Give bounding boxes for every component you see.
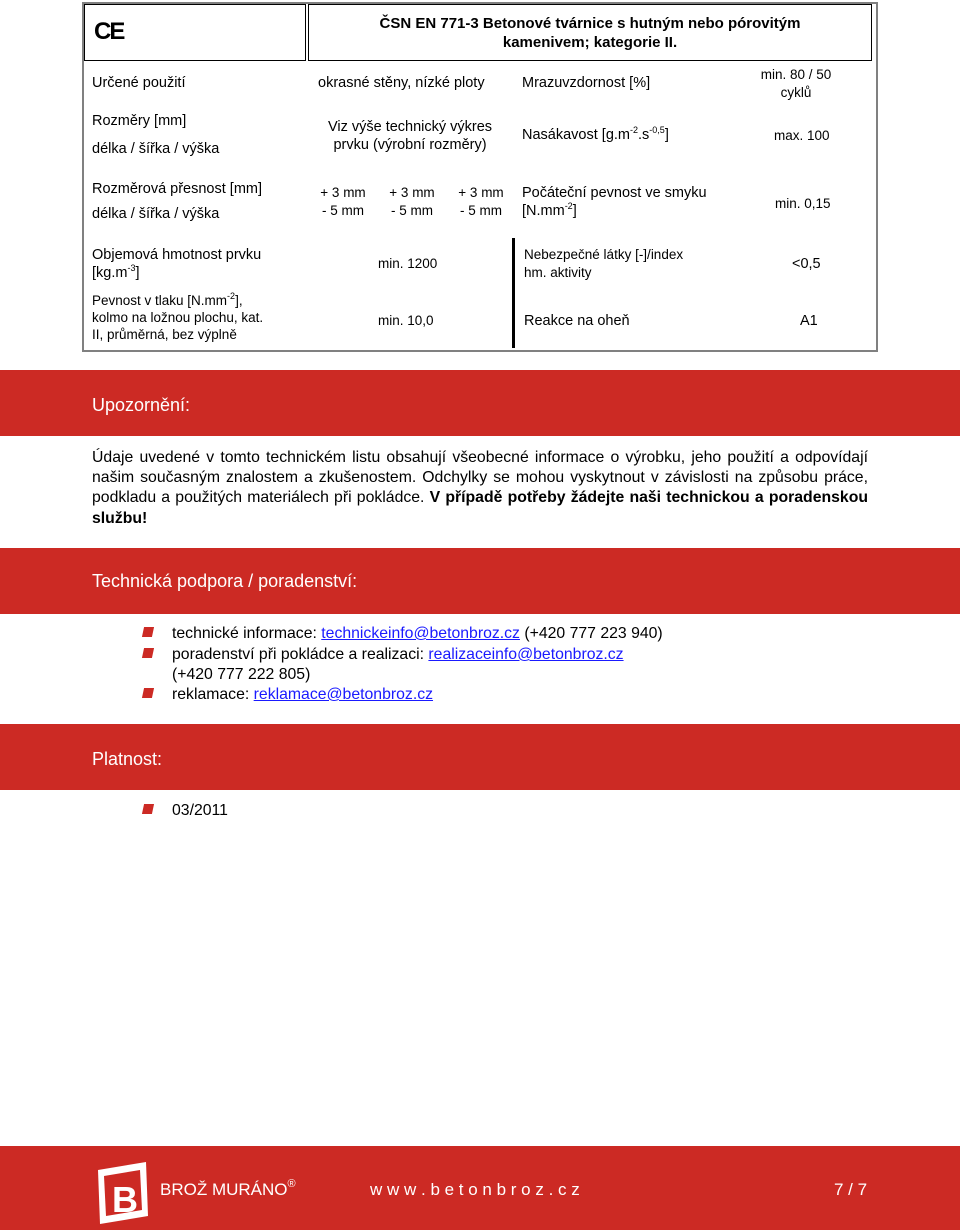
page-number: 7 / 7 xyxy=(834,1180,868,1199)
validity-header-band xyxy=(0,724,960,790)
dimension-accuracy-label: Rozměrová přesnost [mm] délka / šířka / výška xyxy=(92,181,263,222)
ce-mark-icon: CE xyxy=(94,18,124,45)
notice-title: Upozornění: xyxy=(92,395,191,415)
complaints-email-link[interactable]: reklamace@betonbroz.cz xyxy=(253,686,434,703)
density-label: Objemová hmotnost prvku $[kg.m^{-3}]$ xyxy=(92,247,262,281)
validity-title: Platnost: xyxy=(92,749,163,769)
frost-resistance-label: Mrazuvzdornost [%] xyxy=(522,75,651,91)
intended-use-value: okrasné stěny, nízké ploty xyxy=(318,75,485,91)
support-item-installation-phone: (+420 777 222 805) xyxy=(172,666,311,683)
notice-text-bold: V případě potřeby žádejte naši technickou a poradenskou službu! xyxy=(92,489,869,527)
fire-reaction-value: A1 xyxy=(800,313,818,329)
compressive-strength-label: Pevnost v tlaku $[N.mm^{-2}]$, kolmo na ložnou plochu, kat. II, průměrná, bez výplně xyxy=(92,291,264,342)
support-header-band xyxy=(0,548,960,614)
frost-resistance-value: min. 80 / 50 cyklů xyxy=(760,67,832,100)
support-item-installation: poradenství při pokládce a realizaci: realizaceinfo@betonbroz.cz xyxy=(172,646,624,663)
tolerance-height: + 3 mm - 5 mm xyxy=(458,185,504,218)
dimensions-value: Viz výše technický výkres prvku (výrobní rozměry) xyxy=(327,119,493,153)
absorption-label: Nasákavost $[g.m^{-2}.s^{-0,5}]$ xyxy=(522,125,669,143)
absorption-value: max. 100 xyxy=(774,128,830,143)
shear-strength-label: Počáteční pevnost ve smyku $[N.mm^{-2}]$ xyxy=(522,185,707,219)
bullet-icon xyxy=(142,804,154,814)
document-title: ČSN EN 771-3 Betonové tvárnice s hutným nebo pórovitým kamenivem; kategorie II. xyxy=(308,4,872,61)
technical-email-link[interactable]: technickeinfo@betonbroz.cz xyxy=(321,625,520,642)
dimensions-label: Rozměry [mm] délka / šířka / výška xyxy=(92,113,220,157)
hazardous-substances-label: Nebezpečné látky [-]/index hm. aktivity xyxy=(524,247,684,280)
tolerance-length: + 3 mm - 5 mm xyxy=(320,185,366,218)
column-divider xyxy=(512,238,515,348)
compressive-strength-value: min. 10,0 xyxy=(378,313,434,328)
support-title: Technická podpora / poradenství: xyxy=(92,571,358,591)
hazardous-substances-value: <0,5 xyxy=(792,256,821,272)
validity-value: 03/2011 xyxy=(172,802,228,819)
density-value: min. 1200 xyxy=(378,256,438,271)
brand-name: BROŽ MURÁNO® xyxy=(160,1178,296,1199)
shear-strength-value: min. 0,15 xyxy=(775,196,831,211)
registered-mark: ® xyxy=(287,1178,296,1190)
tolerance-width: + 3 mm - 5 mm xyxy=(389,185,435,218)
notice-text: Údaje uvedené v tomto technickém listu obsahují všeobecné informace o výrobku, jeho použití a odpovídají našim současným znalostem a zkušenostem. Odchylky se mohou vyskytnout v závislosti na způsobu práce, podkladu a použitých materiálech při pokládce. V případě potřeby žádejte naši technickou a poradenskou službu! xyxy=(92,449,869,527)
website-link[interactable]: w w w . b e t o n b r o z . c z xyxy=(370,1180,580,1199)
support-item-complaints: reklamace: reklamace@betonbroz.cz xyxy=(172,686,434,703)
notice-header-band xyxy=(0,370,960,436)
broz-logo-icon xyxy=(94,1162,150,1224)
intended-use-label: Určené použití xyxy=(92,75,186,91)
bullet-icon xyxy=(142,627,154,637)
fire-reaction-label: Reakce na oheň xyxy=(524,313,630,329)
logo-letter: B xyxy=(112,1179,138,1220)
bullet-icon xyxy=(142,648,154,658)
footer xyxy=(0,1146,960,1230)
installation-email-link[interactable]: realizaceinfo@betonbroz.cz xyxy=(428,646,624,663)
bullet-icon xyxy=(142,688,154,698)
support-item-technical: technické informace: technickeinfo@betonbroz.cz (+420 777 223 940) xyxy=(172,625,663,642)
